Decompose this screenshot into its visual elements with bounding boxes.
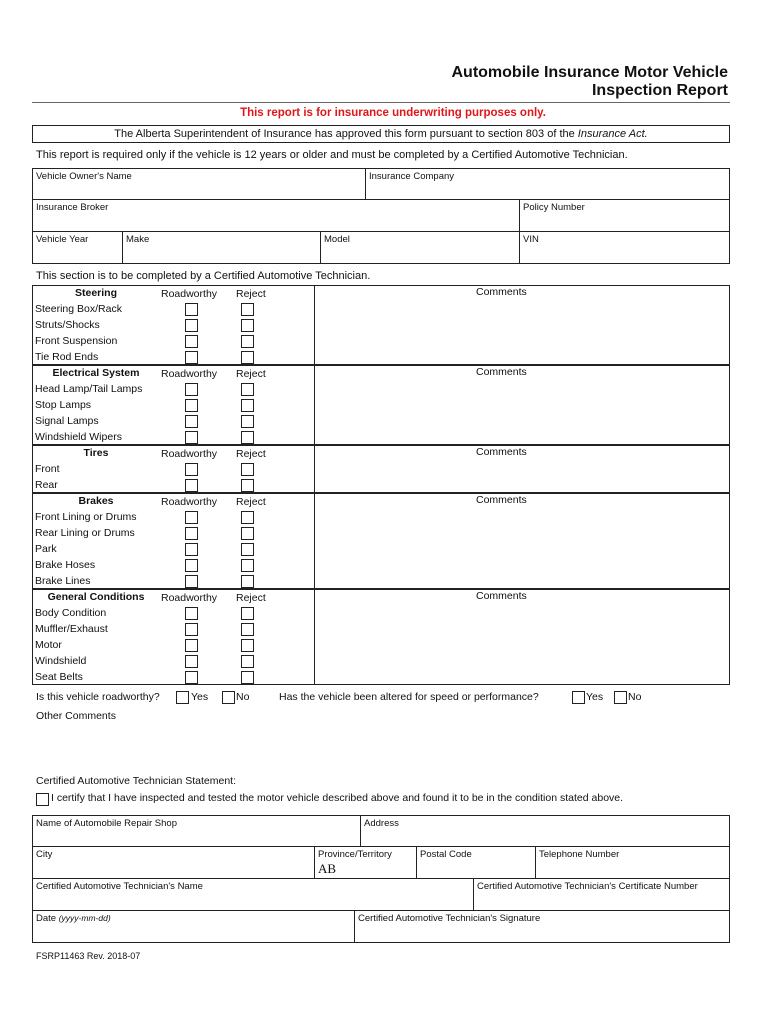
broker-label: Insurance Broker <box>36 202 109 213</box>
other-comments-area[interactable] <box>32 726 730 774</box>
reject-checkbox[interactable] <box>241 335 254 348</box>
purpose-notice: This report is for insurance underwriting purposes only. <box>240 107 546 119</box>
make-label: Make <box>126 234 150 245</box>
vin-label: VIN <box>523 234 539 245</box>
approval-text: The Alberta Superintendent of Insurance has approved this form pursuant to section 803 of the <box>114 128 578 140</box>
section-heading: Steering <box>74 287 117 299</box>
form-title-line2: Inspection Report <box>591 82 728 99</box>
section-steering <box>32 285 730 365</box>
item-label: Head Lamp/Tail Lamps <box>35 383 143 395</box>
model-label: Model <box>324 234 350 245</box>
item-label: Body Condition <box>35 607 107 619</box>
roadworthy-checkbox[interactable] <box>185 383 198 396</box>
item-label: Struts/Shocks <box>35 319 100 331</box>
roadworthy-checkbox[interactable] <box>185 559 198 572</box>
item-label: Windshield <box>35 655 87 667</box>
vehicle-year-field[interactable] <box>32 231 123 264</box>
vehicle-year-label: Vehicle Year <box>36 234 89 245</box>
roadworthy-question: Is this vehicle roadworthy? <box>36 691 160 703</box>
altered-yes-label: Yes <box>586 691 604 703</box>
province-field[interactable] <box>314 846 417 879</box>
tech-name-label: Certified Automotive Technician's Name <box>36 881 203 892</box>
reject-checkbox[interactable] <box>241 415 254 428</box>
item-label: Park <box>35 543 57 555</box>
section-intro: This section is to be completed by a Certified Automotive Technician. <box>36 270 371 282</box>
city-label: City <box>36 849 53 860</box>
reject-checkbox[interactable] <box>241 463 254 476</box>
signature-field[interactable] <box>354 910 730 943</box>
roadworthy-checkbox[interactable] <box>185 511 198 524</box>
column-comments: Comments <box>476 590 527 602</box>
make-field[interactable] <box>122 231 321 264</box>
comments-field[interactable] <box>315 462 729 492</box>
item-label: Front <box>35 463 60 475</box>
altered-no-label: No <box>628 691 642 703</box>
province-label: Province/Territory <box>318 849 392 860</box>
roadworthy-checkbox[interactable] <box>185 399 198 412</box>
altered-question: Has the vehicle been altered for speed or performance? <box>279 691 539 703</box>
reject-checkbox[interactable] <box>241 351 254 364</box>
section-general-conditions <box>32 589 730 685</box>
section-tires <box>32 445 730 493</box>
roadworthy-checkbox[interactable] <box>185 543 198 556</box>
column-roadworthy: Roadworthy <box>161 592 218 604</box>
column-reject: Reject <box>236 592 266 604</box>
date-format-hint: (yyyy-mm-dd) <box>58 913 111 923</box>
column-comments: Comments <box>476 494 527 506</box>
item-label: Windshield Wipers <box>35 431 122 443</box>
tech-name-field[interactable] <box>32 878 474 911</box>
item-label: Front Suspension <box>35 335 118 347</box>
roadworthy-checkbox[interactable] <box>185 415 198 428</box>
date-label: Date <box>36 913 57 924</box>
cert-number-field[interactable] <box>473 878 730 911</box>
reject-checkbox[interactable] <box>241 511 254 524</box>
reject-checkbox[interactable] <box>241 559 254 572</box>
reject-checkbox[interactable] <box>241 479 254 492</box>
postal-code-label: Postal Code <box>420 849 472 860</box>
form-title-line1: Automobile Insurance Motor Vehicle <box>451 64 728 81</box>
section-brakes <box>32 493 730 589</box>
statement-heading: Certified Automotive Technician Statement: <box>36 775 236 787</box>
reject-checkbox[interactable] <box>241 383 254 396</box>
date-field[interactable] <box>32 910 355 943</box>
address-field[interactable] <box>360 815 730 847</box>
form-number: FSRP11463 Rev. 2018-07 <box>36 951 141 961</box>
model-field[interactable] <box>320 231 520 264</box>
column-roadworthy: Roadworthy <box>161 368 218 380</box>
roadworthy-checkbox[interactable] <box>185 671 198 684</box>
roadworthy-checkbox[interactable] <box>185 575 198 588</box>
insurance-company-field[interactable] <box>365 168 730 200</box>
postal-code-field[interactable] <box>416 846 536 879</box>
roadworthy-checkbox[interactable] <box>185 655 198 668</box>
comments-field[interactable] <box>315 382 729 444</box>
item-label: Signal Lamps <box>35 415 99 427</box>
item-label: Rear Lining or Drums <box>35 527 135 539</box>
owner-name-field[interactable] <box>32 168 366 200</box>
shop-name-field[interactable] <box>32 815 361 847</box>
comments-field[interactable] <box>315 302 729 364</box>
address-label: Address <box>364 818 399 829</box>
column-comments: Comments <box>476 286 527 298</box>
reject-checkbox[interactable] <box>241 527 254 540</box>
signature-label: Certified Automotive Technician's Signature <box>358 913 541 924</box>
item-label: Brake Lines <box>35 575 91 587</box>
roadworthy-checkbox[interactable] <box>185 431 198 444</box>
roadworthy-checkbox[interactable] <box>185 623 198 636</box>
item-label: Rear <box>35 479 58 491</box>
item-label: Muffler/Exhaust <box>35 623 108 635</box>
reject-checkbox[interactable] <box>241 319 254 332</box>
policy-number-label: Policy Number <box>523 202 585 213</box>
comments-field[interactable] <box>315 510 729 588</box>
vin-field[interactable] <box>519 231 730 264</box>
reject-checkbox[interactable] <box>241 575 254 588</box>
roadworthy-checkbox[interactable] <box>185 303 198 316</box>
roadworthy-yes-checkbox[interactable] <box>176 691 189 704</box>
cert-number-label: Certified Automotive Technician's Certificate Number <box>477 881 698 892</box>
section-heading: General Conditions <box>47 591 145 603</box>
section-heading: Brakes <box>78 495 114 507</box>
roadworthy-no-label: No <box>236 691 250 703</box>
column-reject: Reject <box>236 448 266 460</box>
roadworthy-checkbox[interactable] <box>185 351 198 364</box>
item-label: Tie Rod Ends <box>35 351 99 363</box>
roadworthy-checkbox[interactable] <box>185 607 198 620</box>
certify-text: I certify that I have inspected and tested the motor vehicle described above and found it to be in the condition stated above. <box>51 792 624 804</box>
other-comments-label: Other Comments <box>36 710 116 722</box>
broker-field[interactable] <box>32 199 520 232</box>
column-reject: Reject <box>236 496 266 508</box>
column-roadworthy: Roadworthy <box>161 496 218 508</box>
column-reject: Reject <box>236 368 266 380</box>
roadworthy-checkbox[interactable] <box>185 527 198 540</box>
column-comments: Comments <box>476 366 527 378</box>
reject-checkbox[interactable] <box>241 671 254 684</box>
column-roadworthy: Roadworthy <box>161 448 218 460</box>
owner-name-label: Vehicle Owner's Name <box>36 171 132 182</box>
reject-checkbox[interactable] <box>241 655 254 668</box>
province-value: AB <box>318 861 337 876</box>
roadworthy-checkbox[interactable] <box>185 335 198 348</box>
roadworthy-yes-label: Yes <box>191 691 209 703</box>
section-heading: Tires <box>83 447 109 459</box>
roadworthy-checkbox[interactable] <box>185 479 198 492</box>
item-label: Motor <box>35 639 62 651</box>
telephone-field[interactable] <box>535 846 730 879</box>
column-roadworthy: Roadworthy <box>161 288 218 300</box>
roadworthy-checkbox[interactable] <box>185 463 198 476</box>
reject-checkbox[interactable] <box>241 431 254 444</box>
column-reject: Reject <box>236 288 266 300</box>
section-heading: Electrical System <box>52 367 140 379</box>
reject-checkbox[interactable] <box>241 607 254 620</box>
insurance-act-text: Insurance Act. <box>577 128 648 140</box>
title-divider <box>32 102 730 103</box>
roadworthy-checkbox[interactable] <box>185 319 198 332</box>
reject-checkbox[interactable] <box>241 639 254 652</box>
item-label: Seat Belts <box>35 671 83 683</box>
item-label: Stop Lamps <box>35 399 92 411</box>
reject-checkbox[interactable] <box>241 303 254 316</box>
altered-no-checkbox[interactable] <box>614 691 627 704</box>
item-label: Brake Hoses <box>35 559 96 571</box>
requirement-text: This report is required only if the vehicle is 12 years or older and must be completed by a Certified Automotive Technician. <box>36 149 628 161</box>
reject-checkbox[interactable] <box>241 543 254 556</box>
policy-number-field[interactable] <box>519 199 730 232</box>
shop-name-label: Name of Automobile Repair Shop <box>36 818 177 829</box>
insurance-company-label: Insurance Company <box>369 171 455 182</box>
column-comments: Comments <box>476 446 527 458</box>
roadworthy-checkbox[interactable] <box>185 639 198 652</box>
roadworthy-no-checkbox[interactable] <box>222 691 235 704</box>
reject-checkbox[interactable] <box>241 399 254 412</box>
altered-yes-checkbox[interactable] <box>572 691 585 704</box>
approval-box <box>32 125 730 143</box>
comments-field[interactable] <box>315 606 729 684</box>
city-field[interactable] <box>32 846 315 879</box>
item-label: Front Lining or Drums <box>35 511 137 523</box>
telephone-label: Telephone Number <box>539 849 620 860</box>
reject-checkbox[interactable] <box>241 623 254 636</box>
certify-checkbox[interactable] <box>36 793 49 806</box>
section-electrical-system <box>32 365 730 445</box>
item-label: Steering Box/Rack <box>35 303 122 315</box>
